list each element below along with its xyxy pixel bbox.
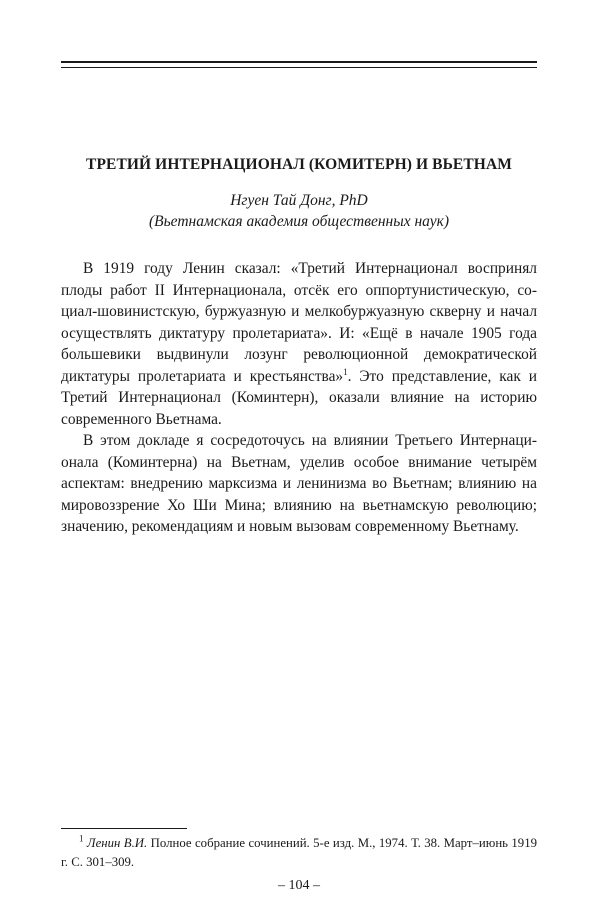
paragraph-1-text: В 1919 году Ленин сказал: «Третий Интернационал воспринял плоды работ II Интернационала, отсёк его оппортунистическую, социал-шовинистскую, буржуазную и мелкобуржуазную скверну и начал осуществлять диктатуру пролетариата». И: «Ещё в начале 1905 года большевики выдвинули лозунг революционной демократической диктатуры пролетариата и крестьянства» bbox=[61, 260, 537, 385]
footnote-ref[interactable]: 1 bbox=[343, 366, 348, 377]
author-affiliation: (Вьетнамская академия общественных наук) bbox=[148, 213, 449, 230]
page-number: – 104 – bbox=[278, 878, 320, 893]
paragraph-2: В этом докладе я сосредоточусь на влиянии Третьего Интернационала (Коминтерна) на Вьетнам, уделив особое внимание четырём аспектам: внедрению марксизма и ленинизма во Вьетнам; влиянию на мировоззрение Хо Ши Мина; влиянию на вьетнамскую революцию; значению, рекомендациям и новым вызовам современному Вьетнаму. bbox=[61, 432, 537, 535]
paragraph-1-tail: . Это представление, как и Третий Интернационал (Коминтерн), оказали влияние на историю современного Вьетнама. bbox=[61, 367, 537, 428]
article-author: Нгуен Тай Донг, PhD bbox=[230, 192, 368, 209]
header-rule-thin bbox=[61, 67, 537, 68]
footnote-rule bbox=[61, 828, 187, 829]
footnote-text: Полное собрание сочинений. 5-е изд. М., 1974. Т. 38. Март–июнь 1919 г. С. 301–309. bbox=[61, 836, 538, 869]
footnote bbox=[61, 834, 537, 871]
article-title: ТРЕТИЙ ИНТЕРНАЦИОНАЛ (КОМИТЕРН) И ВЬЕТНАМ bbox=[86, 156, 512, 173]
article-body bbox=[61, 258, 537, 538]
footnote-number: 1 bbox=[79, 833, 84, 844]
header-rule-thick bbox=[61, 61, 537, 63]
footnote-author: Ленин В.И. bbox=[86, 836, 148, 850]
paragraph-1 bbox=[61, 258, 537, 430]
